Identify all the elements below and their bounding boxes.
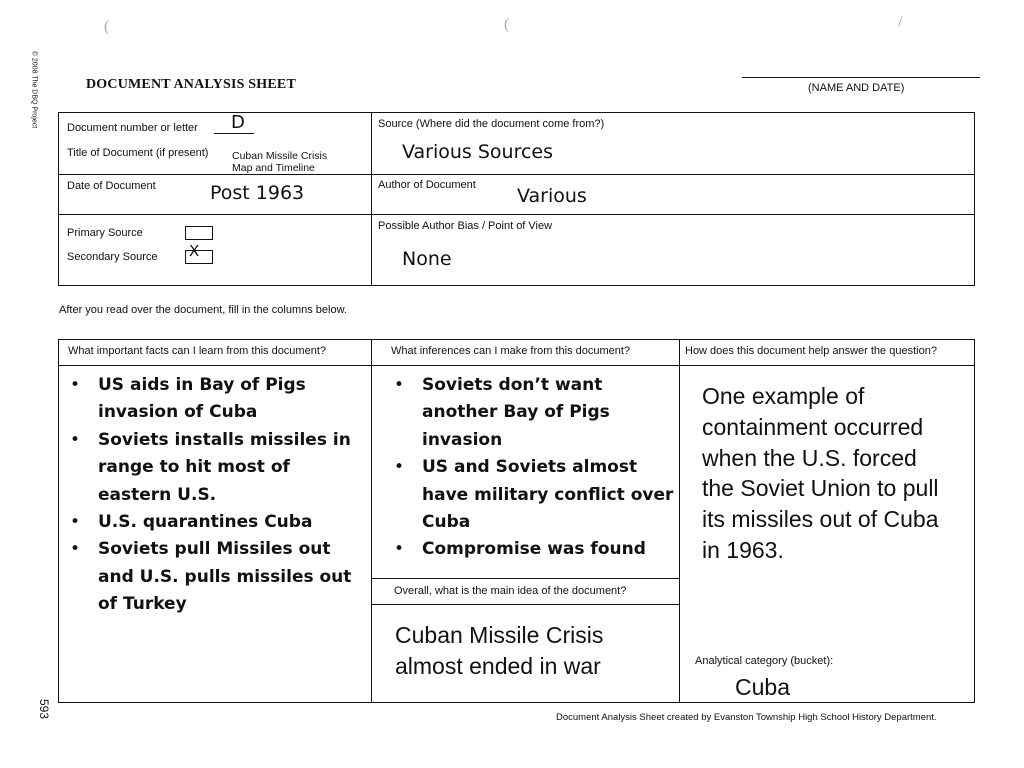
inference-item: • Soviets don’t want another Bay of Pigs invasion [390, 372, 676, 454]
source-value: Various Sources [402, 141, 554, 163]
title-value [232, 150, 327, 174]
answer-text: One example of containment occurred when the U.S. forced the Soviet Union to pull its missiles out of Cuba in 1963. [702, 383, 939, 563]
title-value-line2: Map and Timeline [232, 162, 315, 174]
primary-source-label: Primary Source [67, 227, 143, 239]
fact-item: • US aids in Bay of Pigs invasion of Cuba [66, 372, 368, 427]
fact-item: • U.S. quarantines Cuba [66, 509, 368, 536]
doc-number-line [214, 133, 254, 134]
title-label: Title of Document (if present) [67, 147, 209, 159]
main-idea-header: Overall, what is the main idea of the document? [394, 585, 627, 597]
fact-item: • Soviets installs missiles in range to hit most of eastern U.S. [66, 427, 368, 509]
copyright-text: © 2008 The DBQ Project [30, 50, 38, 129]
facts-list [66, 372, 368, 619]
title-value-line1: Cuban Missile Crisis [232, 150, 328, 162]
source-label: Source (Where did the document come from?) [378, 118, 605, 130]
author-label: Author of Document [378, 179, 476, 191]
secondary-source-mark: X [189, 242, 200, 260]
info-divider-row2 [58, 214, 975, 215]
info-divider-row1 [58, 174, 975, 175]
doc-number-value: D [231, 112, 245, 133]
question-header: How does this document help answer the question? [685, 345, 937, 357]
scan-mark: ( [504, 16, 510, 33]
main-idea-header-line [371, 604, 679, 605]
fact-item: • Soviets pull Missiles out and U.S. pulls missiles out of Turkey [66, 536, 368, 618]
page-number: 593 [37, 698, 52, 720]
analysis-divider-1 [371, 339, 372, 703]
inference-item: • US and Soviets almost have military conflict over Cuba [390, 454, 676, 536]
main-idea-top-line [371, 578, 679, 579]
scan-mark: / [898, 14, 903, 31]
bias-label: Possible Author Bias / Point of View [378, 220, 553, 232]
inference-item: • Compromise was found [390, 536, 676, 563]
footer-credit: Document Analysis Sheet created by Evanston Township High School History Department. [556, 712, 937, 723]
name-date-label: (NAME AND DATE) [808, 82, 905, 94]
inferences-list [390, 372, 676, 564]
analysis-header-divider [58, 365, 975, 366]
instructions-text: After you read over the document, fill in the columns below. [59, 304, 347, 316]
bias-value: None [402, 248, 452, 270]
category-value: Cuba [735, 674, 790, 700]
info-divider-vertical [371, 112, 372, 286]
date-value: Post 1963 [210, 182, 305, 204]
sheet-title: DOCUMENT ANALYSIS SHEET [86, 77, 296, 92]
date-label: Date of Document [67, 180, 156, 192]
secondary-source-label: Secondary Source [67, 251, 158, 263]
analysis-divider-2 [679, 339, 680, 703]
doc-number-label: Document number or letter [67, 122, 198, 134]
primary-source-checkbox[interactable] [185, 226, 213, 240]
name-date-line [742, 77, 980, 78]
scan-mark: ( [104, 18, 110, 35]
inferences-header: What inferences can I make from this document? [391, 345, 631, 357]
main-idea-text: Cuban Missile Crisis almost ended in war [395, 622, 604, 679]
category-label: Analytical category (bucket): [695, 655, 834, 667]
author-value: Various [517, 185, 587, 207]
facts-header: What important facts can I learn from this document? [68, 345, 327, 357]
